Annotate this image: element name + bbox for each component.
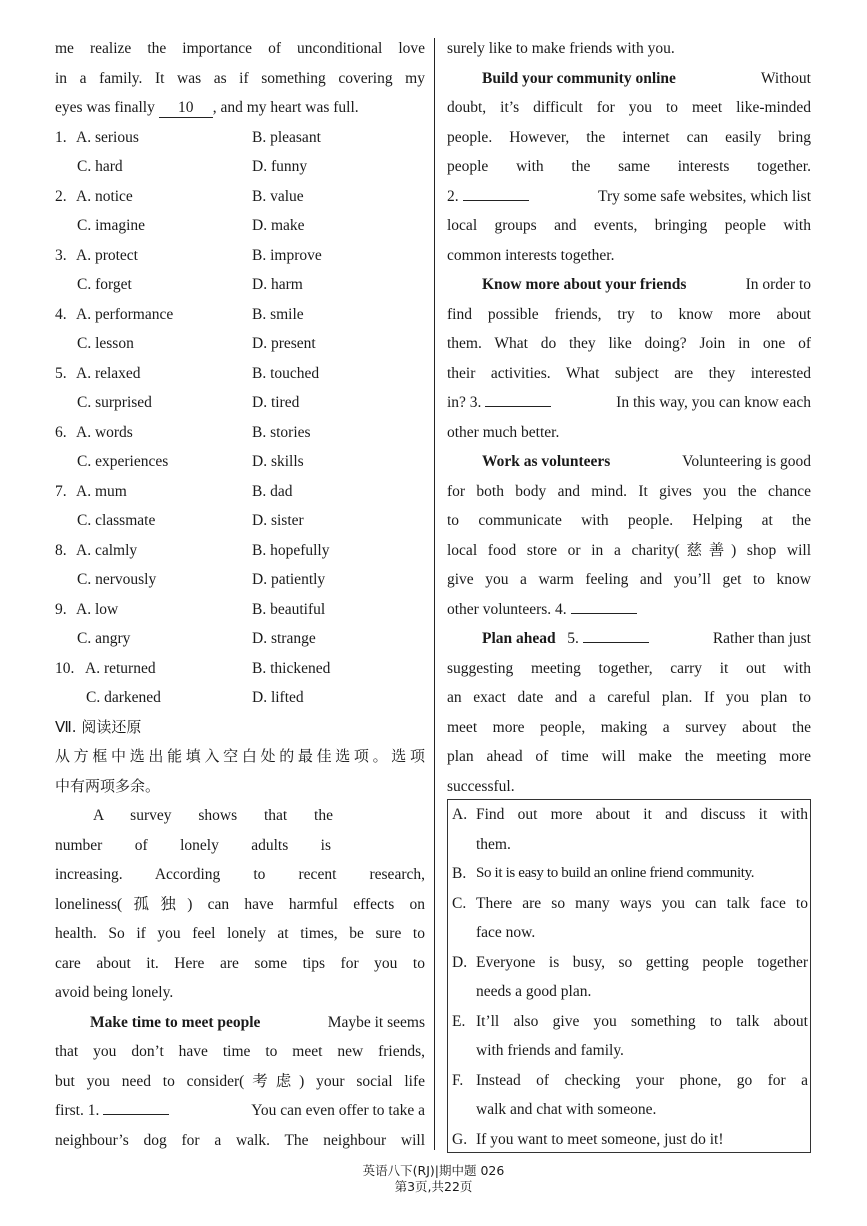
tip-line: to communicate with people. Helping at the — [447, 512, 811, 529]
option-d[interactable]: D. strange — [252, 630, 316, 647]
tip-text: You can even offer to take a — [251, 1102, 425, 1119]
option-a[interactable]: A. calmly — [76, 541, 138, 559]
option-a[interactable]: A. protect — [76, 246, 138, 264]
question-row — [55, 683, 425, 713]
page-footer — [0, 1163, 867, 1195]
question-row — [55, 418, 425, 448]
option-text: face now. — [476, 924, 536, 941]
option-c[interactable]: C. forget — [77, 276, 132, 293]
question-row — [55, 300, 425, 330]
question-row — [55, 211, 425, 241]
option-b[interactable]: B. value — [252, 187, 304, 205]
tip-line: plan ahead of time will make the meeting more — [447, 748, 811, 765]
option-letter: F. — [452, 1071, 464, 1089]
question-row — [55, 536, 425, 566]
tip-line: local food store or in a charity(慈善) shop will — [447, 541, 811, 559]
question-number: 6. — [55, 423, 67, 441]
option-letter: C. — [452, 894, 467, 912]
tip-text: other volunteers. 4. — [447, 600, 567, 618]
question-number: 1. — [55, 128, 67, 146]
tip-text: in? 3. — [447, 394, 482, 411]
option-text: There are so many ways you can talk face to — [476, 894, 808, 912]
option-d[interactable]: D. patiently — [252, 571, 326, 588]
tip-title: Build your community online — [482, 69, 676, 87]
option-letter: D. — [452, 953, 468, 971]
passage-line: avoid being lonely. — [55, 984, 174, 1001]
tip-line — [447, 388, 811, 418]
question-row — [55, 654, 425, 684]
option-text: So it is easy to build an online friend community. — [476, 865, 755, 881]
option-a[interactable]: A. relaxed — [76, 364, 141, 382]
tip-text: first. 1. — [55, 1102, 100, 1119]
option-d[interactable]: D. present — [252, 335, 316, 352]
tip-text-group — [447, 388, 551, 418]
option-c[interactable]: C. lesson — [77, 335, 134, 352]
tip-line — [447, 595, 811, 625]
option-a[interactable]: A. notice — [76, 187, 133, 205]
option-b[interactable]: B. dad — [252, 482, 293, 500]
option-letter: A. — [452, 806, 468, 823]
option-c[interactable]: C. angry — [77, 630, 131, 647]
text-line: me realize the importance of unconditional love — [55, 40, 425, 57]
question-row — [55, 270, 425, 300]
answer-option[interactable] — [448, 859, 810, 889]
tip-line: suggesting meeting together, carry it out with — [447, 659, 811, 677]
option-c[interactable]: C. imagine — [77, 217, 146, 234]
footer-book-label: 英语八下(RJ)|期中题 026 — [362, 1163, 505, 1178]
answer-option[interactable] — [448, 1125, 810, 1155]
question-number: 5. — [55, 364, 67, 382]
tip-title: Make time to meet people — [90, 1013, 261, 1031]
question-number: 8. — [55, 541, 67, 559]
option-b[interactable]: B. touched — [252, 364, 320, 382]
option-b[interactable]: B. improve — [252, 246, 322, 264]
tip-line: successful. — [447, 777, 515, 795]
tip-line: give you a warm feeling and you’ll get to know — [447, 571, 811, 588]
question-list — [55, 123, 425, 713]
tip-text: Volunteering is good — [682, 453, 811, 470]
tip-line: common interests together. — [447, 246, 615, 264]
option-c[interactable]: C. surprised — [77, 394, 152, 411]
option-text: Find out more about it and discuss it with — [476, 806, 808, 823]
answer-blank-4[interactable] — [571, 598, 637, 614]
option-a[interactable]: A. serious — [76, 128, 139, 146]
option-c[interactable]: C. darkened — [86, 689, 161, 706]
question-number: 7. — [55, 482, 67, 500]
option-d[interactable]: D. skills — [252, 453, 304, 470]
option-text: It’ll also give you something to talk about — [476, 1012, 808, 1030]
answer-blank-3[interactable] — [485, 391, 551, 407]
tip-line — [447, 270, 811, 300]
question-number: 9. — [55, 600, 67, 618]
text-line: in a family. It was as if something covering my — [55, 69, 425, 87]
answer-option[interactable] — [448, 1007, 810, 1066]
tip-line — [447, 182, 811, 212]
tip-text: 5. — [567, 630, 579, 647]
passage-line: number of lonely adults is — [55, 836, 331, 854]
option-b[interactable]: B. thickened — [252, 659, 331, 677]
option-text: walk and chat with someone. — [476, 1101, 657, 1118]
text-fragment: eyes was finally — [55, 99, 155, 116]
option-c[interactable]: C. classmate — [77, 512, 156, 529]
option-text: Everyone is busy, so getting people together — [476, 953, 808, 971]
option-d[interactable]: D. harm — [252, 276, 303, 293]
instruction-line: 从方框中选出能填入空白处的最佳选项。选项 — [55, 747, 425, 765]
option-b[interactable]: B. stories — [252, 423, 311, 441]
tip-line: people. However, the internet can easily bring — [447, 128, 811, 146]
tip-text: In this way, you can know each — [616, 394, 811, 411]
tip-text: 2. — [447, 187, 459, 205]
option-letter: B. — [452, 865, 467, 882]
question-number: 10. — [55, 659, 75, 677]
text-fragment: , and my heart was full. — [212, 99, 359, 116]
option-text: Instead of checking your phone, go for a — [476, 1071, 808, 1089]
option-b[interactable]: B. beautiful — [252, 600, 326, 618]
tip-line: but you need to consider(考虑) your social life — [55, 1072, 425, 1090]
option-text: needs a good plan. — [476, 983, 592, 1000]
question-number: 3. — [55, 246, 67, 264]
option-c[interactable]: C. experiences — [77, 453, 169, 470]
text-line: surely like to make friends with you. — [447, 40, 675, 57]
tip-text-group — [55, 1096, 169, 1126]
tip-line: an exact date and a careful plan. If you plan to — [447, 689, 811, 706]
question-row — [55, 123, 425, 153]
question-row — [55, 595, 425, 625]
tip-title: Know more about your friends — [482, 276, 687, 293]
question-row — [55, 329, 425, 359]
tip-line — [55, 1008, 425, 1038]
options-box — [447, 799, 811, 1153]
question-row — [55, 152, 425, 182]
option-text: If you want to meet someone, just do it! — [476, 1130, 724, 1148]
answer-blank-10: 10 — [159, 99, 213, 118]
page-number: 第3页,共22页 — [394, 1179, 473, 1194]
option-a[interactable]: A. returned — [85, 659, 156, 677]
question-row — [55, 565, 425, 595]
tip-line: local groups and events, bringing people with — [447, 217, 811, 234]
passage-text: A survey shows that the — [93, 807, 333, 824]
passage-line — [55, 801, 333, 831]
answer-blank-2[interactable] — [463, 185, 529, 201]
column-divider — [434, 38, 435, 1150]
tip-text: Maybe it seems — [327, 1013, 425, 1031]
option-a[interactable]: A. mum — [76, 482, 127, 500]
right-column — [447, 34, 811, 801]
option-a[interactable]: A. performance — [76, 305, 174, 323]
passage-line: loneliness(孤独) can have harmful effects on — [55, 895, 425, 913]
tip-line: people with the same interests together. — [447, 158, 811, 175]
option-text: with friends and family. — [476, 1042, 624, 1059]
left-column — [55, 34, 425, 1155]
question-number: 2. — [55, 187, 67, 205]
tip-line: that you don’t have time to meet new friends, — [55, 1043, 425, 1060]
tip-line: meet more people, making a survey about the — [447, 718, 811, 736]
passage-line: care about it. Here are some tips for you to — [55, 954, 425, 972]
answer-option[interactable] — [448, 1066, 810, 1125]
option-a[interactable]: A. words — [76, 423, 133, 441]
passage-line: increasing. According to recent research, — [55, 866, 425, 883]
question-row — [55, 506, 425, 536]
tip-line: for both body and mind. It gives you the chance — [447, 482, 811, 500]
tip-line — [447, 447, 811, 477]
tip-text: Try some safe websites, which list — [598, 187, 811, 205]
tip-line — [447, 64, 811, 94]
question-row — [55, 624, 425, 654]
option-d[interactable]: D. lifted — [252, 689, 304, 706]
question-row — [55, 359, 425, 389]
question-row — [55, 447, 425, 477]
tip-line: their activities. What subject are they interested — [447, 364, 811, 382]
question-row — [55, 388, 425, 418]
tip-line: neighbour’s dog for a walk. The neighbour will — [55, 1131, 425, 1149]
option-letter: G. — [452, 1130, 468, 1148]
option-b[interactable]: B. pleasant — [252, 128, 321, 146]
tip-title: Work as volunteers — [482, 453, 611, 470]
question-row — [55, 241, 425, 271]
tip-line: doubt, it’s difficult for you to meet like-minded — [447, 99, 811, 116]
tip-text-group — [447, 182, 529, 212]
option-a[interactable]: A. low — [76, 600, 119, 618]
question-number: 4. — [55, 305, 67, 323]
tip-line: other much better. — [447, 423, 560, 441]
passage-line: health. So if you feel lonely at times, be sure to — [55, 925, 425, 942]
option-c[interactable]: C. hard — [77, 158, 123, 175]
section-heading: Ⅶ. 阅读还原 — [55, 717, 142, 736]
text-line — [55, 93, 425, 123]
option-b[interactable]: B. hopefully — [252, 541, 330, 559]
tip-line — [447, 624, 811, 654]
answer-blank-5[interactable] — [583, 627, 649, 643]
answer-option[interactable] — [448, 889, 810, 948]
tip-title: Plan ahead — [482, 630, 556, 647]
option-c[interactable]: C. nervously — [77, 571, 157, 588]
answer-option[interactable] — [448, 948, 810, 1007]
question-row — [55, 477, 425, 507]
tip-line — [55, 1096, 425, 1126]
option-d[interactable]: D. funny — [252, 158, 308, 175]
tip-text: Without — [760, 69, 811, 87]
option-d[interactable]: D. sister — [252, 512, 304, 529]
option-b[interactable]: B. smile — [252, 305, 304, 323]
answer-blank-1[interactable] — [103, 1099, 169, 1115]
answer-option[interactable] — [448, 800, 810, 859]
option-letter: E. — [452, 1012, 466, 1030]
tip-text: In order to — [745, 276, 811, 293]
question-row — [55, 182, 425, 212]
tip-line: find possible friends, try to know more about — [447, 305, 811, 323]
tip-text-group — [482, 624, 649, 654]
tip-line: them. What do they like doing? Join in one of — [447, 335, 811, 352]
instruction-line: 中有两项多余。 — [55, 776, 161, 795]
option-d[interactable]: D. tired — [252, 394, 300, 411]
tip-text: Rather than just — [712, 630, 811, 647]
option-d[interactable]: D. make — [252, 217, 305, 234]
option-text: them. — [476, 835, 511, 853]
